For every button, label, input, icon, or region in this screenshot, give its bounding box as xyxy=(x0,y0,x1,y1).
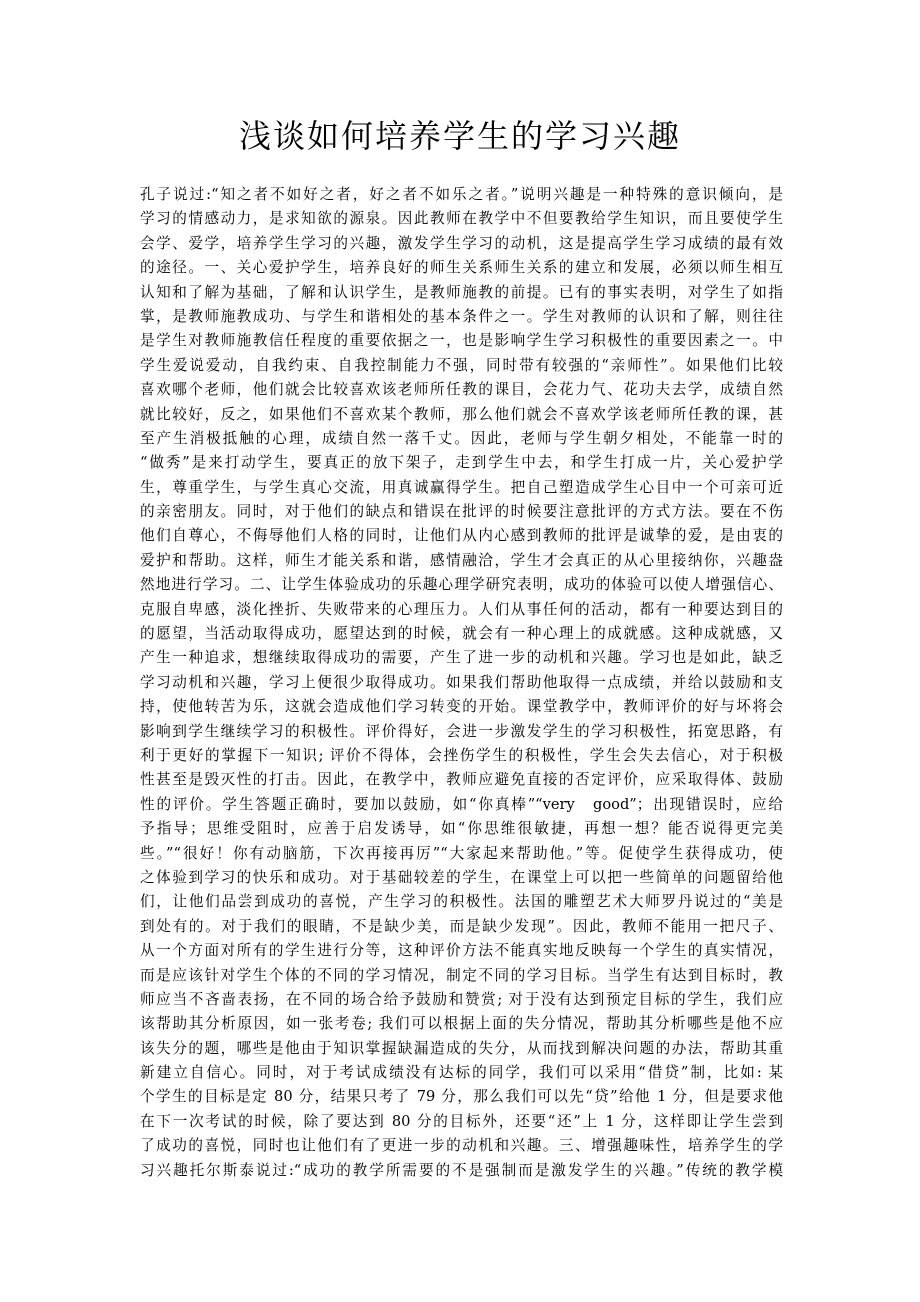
body-text-line: 影响到学生继续学习的积极性。评价得好，会进一步激发学生的学习积极性，拓宽思路，有 xyxy=(140,722,783,740)
body-text-line: 喜欢哪个老师，他们就会比较喜欢该老师所任教的课目，会花力气、花功夫去学，成绩自然 xyxy=(140,381,783,399)
body-text-line: 些。”“很好！你有动脑筋，下次再接再厉”“大家起来帮助他。”等。促使学生获得成功，使 xyxy=(140,844,783,862)
document-body xyxy=(140,183,783,1183)
body-text-line: 他们自尊心，不侮辱他们人格的同时，让他们从内心感到教师的批评是诚挚的爱，是由衷的 xyxy=(140,527,783,545)
body-text-line: 是学生对教师施教信任程度的重要依据之一，也是影响学生学习积极性的重要因素之一。中 xyxy=(140,332,783,350)
body-text-line: 性的评价。学生答题正确时，要加以鼓励，如“你真棒”“very good”；出现错误时，应给 xyxy=(140,795,783,813)
body-text-line: 予指导；思维受阻时，应善于启发诱导，如“你思维很敏捷，再想一想？能否说得更完美 xyxy=(140,820,783,838)
body-text-line: 利于更好的掌握下一知识; 评价不得体，会挫伤学生的积极性，学生会失去信心，对于积极 xyxy=(140,746,783,764)
body-text-line: 而是应该针对学生个体的不同的学习情况，制定不同的学习目标。当学生有达到目标时，教 xyxy=(140,966,783,984)
body-text-line: 的途径。一、关心爱护学生，培养良好的师生关系师生关系的建立和发展，必须以师生相互 xyxy=(140,259,783,277)
body-text-line: 之体验到学习的快乐和成功。对于基础较差的学生，在课堂上可以把一些简单的问题留给他 xyxy=(140,868,783,886)
body-text-line: 师应当不吝啬表扬，在不同的场合给予鼓励和赞赏; 对于没有达到预定目标的学生，我们应 xyxy=(140,990,783,1008)
body-text-line: 就比较好，反之，如果他们不喜欢某个教师，那么他们就会不喜欢学该老师所任教的课，甚 xyxy=(140,405,783,423)
body-text-line: 学习动机和兴趣，学习上便很少取得成功。如果我们帮助他取得一点成绩，并给以鼓励和支 xyxy=(140,673,783,691)
body-text-line: 孔子说过:“知之者不如好之者，好之者不如乐之者。”说明兴趣是一种特殊的意识倾向，是 xyxy=(140,186,783,203)
body-text-line: 生，尊重学生，与学生真心交流，用真诚赢得学生。把自己塑造成学生心目中一个可亲可近 xyxy=(140,478,783,496)
body-text-line: 习兴趣托尔斯泰说过:“成功的教学所需要的不是强制而是激发学生的兴趣。”传统的教学模 xyxy=(140,1161,783,1179)
body-text-line: 在下一次考试的时候，除了要达到 80 分的目标外，还要“还”上 1 分，这样即让学生尝到 xyxy=(140,1112,783,1130)
body-text-line: 该帮助其分析原因，如一张考卷; 我们可以根据上面的失分情况，帮助其分析哪些是他不应 xyxy=(140,1015,783,1033)
body-text-line: 性甚至是毁灭性的打击。因此，在教学中，教师应避免直接的否定评价，应采取得体、鼓励 xyxy=(140,771,783,789)
body-text-line: 该失分的题，哪些是他由于知识掌握缺漏造成的失分，从而找到解决问题的办法，帮助其重 xyxy=(140,1039,783,1057)
body-text-line: 会学、爱学，培养学生学习的兴趣，激发学生学习的动机，这是提高学生学习成绩的最有效 xyxy=(140,234,783,252)
body-text-line: 了成功的喜悦，同时也让他们有了更进一步的动机和兴趣。三、增强趣味性，培养学生的学 xyxy=(140,1137,783,1155)
body-text-line: 掌，是教师施教成功、与学生和谐相处的基本条件之一。学生对教师的认识和了解，则往往 xyxy=(140,307,783,325)
body-text-line: 持，使他转苦为乐，这就会造成他们学习转变的开始。课堂教学中，教师评价的好与坏将会 xyxy=(140,698,783,716)
body-text-line: 的愿望，当活动取得成功，愿望达到的时候，就会有一种心理上的成就感。这种成就感，又 xyxy=(140,625,783,643)
body-text-line: 到处有的。对于我们的眼睛，不是缺少美，而是缺少发现”。因此，教师不能用一把尺子、 xyxy=(140,917,783,935)
body-text-line: 学生爱说爱动，自我约束、自我控制能力不强，同时带有较强的“亲师性”。如果他们比较 xyxy=(140,356,783,374)
body-text-line: 新建立自信心。同时，对于考试成绩没有达标的同学，我们可以采用“借贷”制，比如: 某 xyxy=(140,1064,783,1082)
body-text-line: 们，让他们品尝到成功的喜悦，产生学习的积极性。法国的雕塑艺术大师罗丹说过的“美是 xyxy=(140,893,783,911)
body-text-line: 个学生的目标是定 80 分，结果只考了 79 分，那么我们可以先“贷”给他 1 分，但是要求他 xyxy=(140,1088,783,1106)
page-title: 浅谈如何培养学生的学习兴趣 xyxy=(238,117,681,155)
body-text-line: 认知和了解为基础，了解和认识学生，是教师施教的前提。已有的事实表明，对学生了如指 xyxy=(140,283,783,301)
body-text-line: 学习的情感动力，是求知欲的源泉。因此教师在教学中不但要教给学生知识，而且要使学生 xyxy=(140,210,783,228)
body-text-line: 克服自卑感，淡化挫折、失败带来的心理压力。人们从事任何的活动，都有一种要达到目的 xyxy=(140,600,783,618)
body-text-line: 然地进行学习。二、让学生体验成功的乐趣心理学研究表明，成功的体验可以使人增强信心、 xyxy=(140,576,783,594)
body-text-line: 至产生消极抵触的心理，成绩自然一落千丈。因此，老师与学生朝夕相处，不能靠一时的 xyxy=(140,429,783,447)
body-text-line: 产生一种追求，想继续取得成功的需要，产生了进一步的动机和兴趣。学习也是如此，缺乏 xyxy=(140,649,783,667)
body-text-line: 从一个方面对所有的学生进行分等，这种评价方法不能真实地反映每一个学生的真实情况， xyxy=(140,942,783,960)
body-text-line: 爱护和帮助。这样，师生才能关系和谐，感情融洽，学生才会真正的从心里接纳你，兴趣盎 xyxy=(140,551,783,569)
body-text-line: 的亲密朋友。同时，对于他们的缺点和错误在批评的时候要注意批评的方式方法。要在不伤 xyxy=(140,503,783,521)
body-text-line: “做秀”是来打动学生，要真正的放下架子，走到学生中去，和学生打成一片，关心爱护学 xyxy=(140,454,783,472)
